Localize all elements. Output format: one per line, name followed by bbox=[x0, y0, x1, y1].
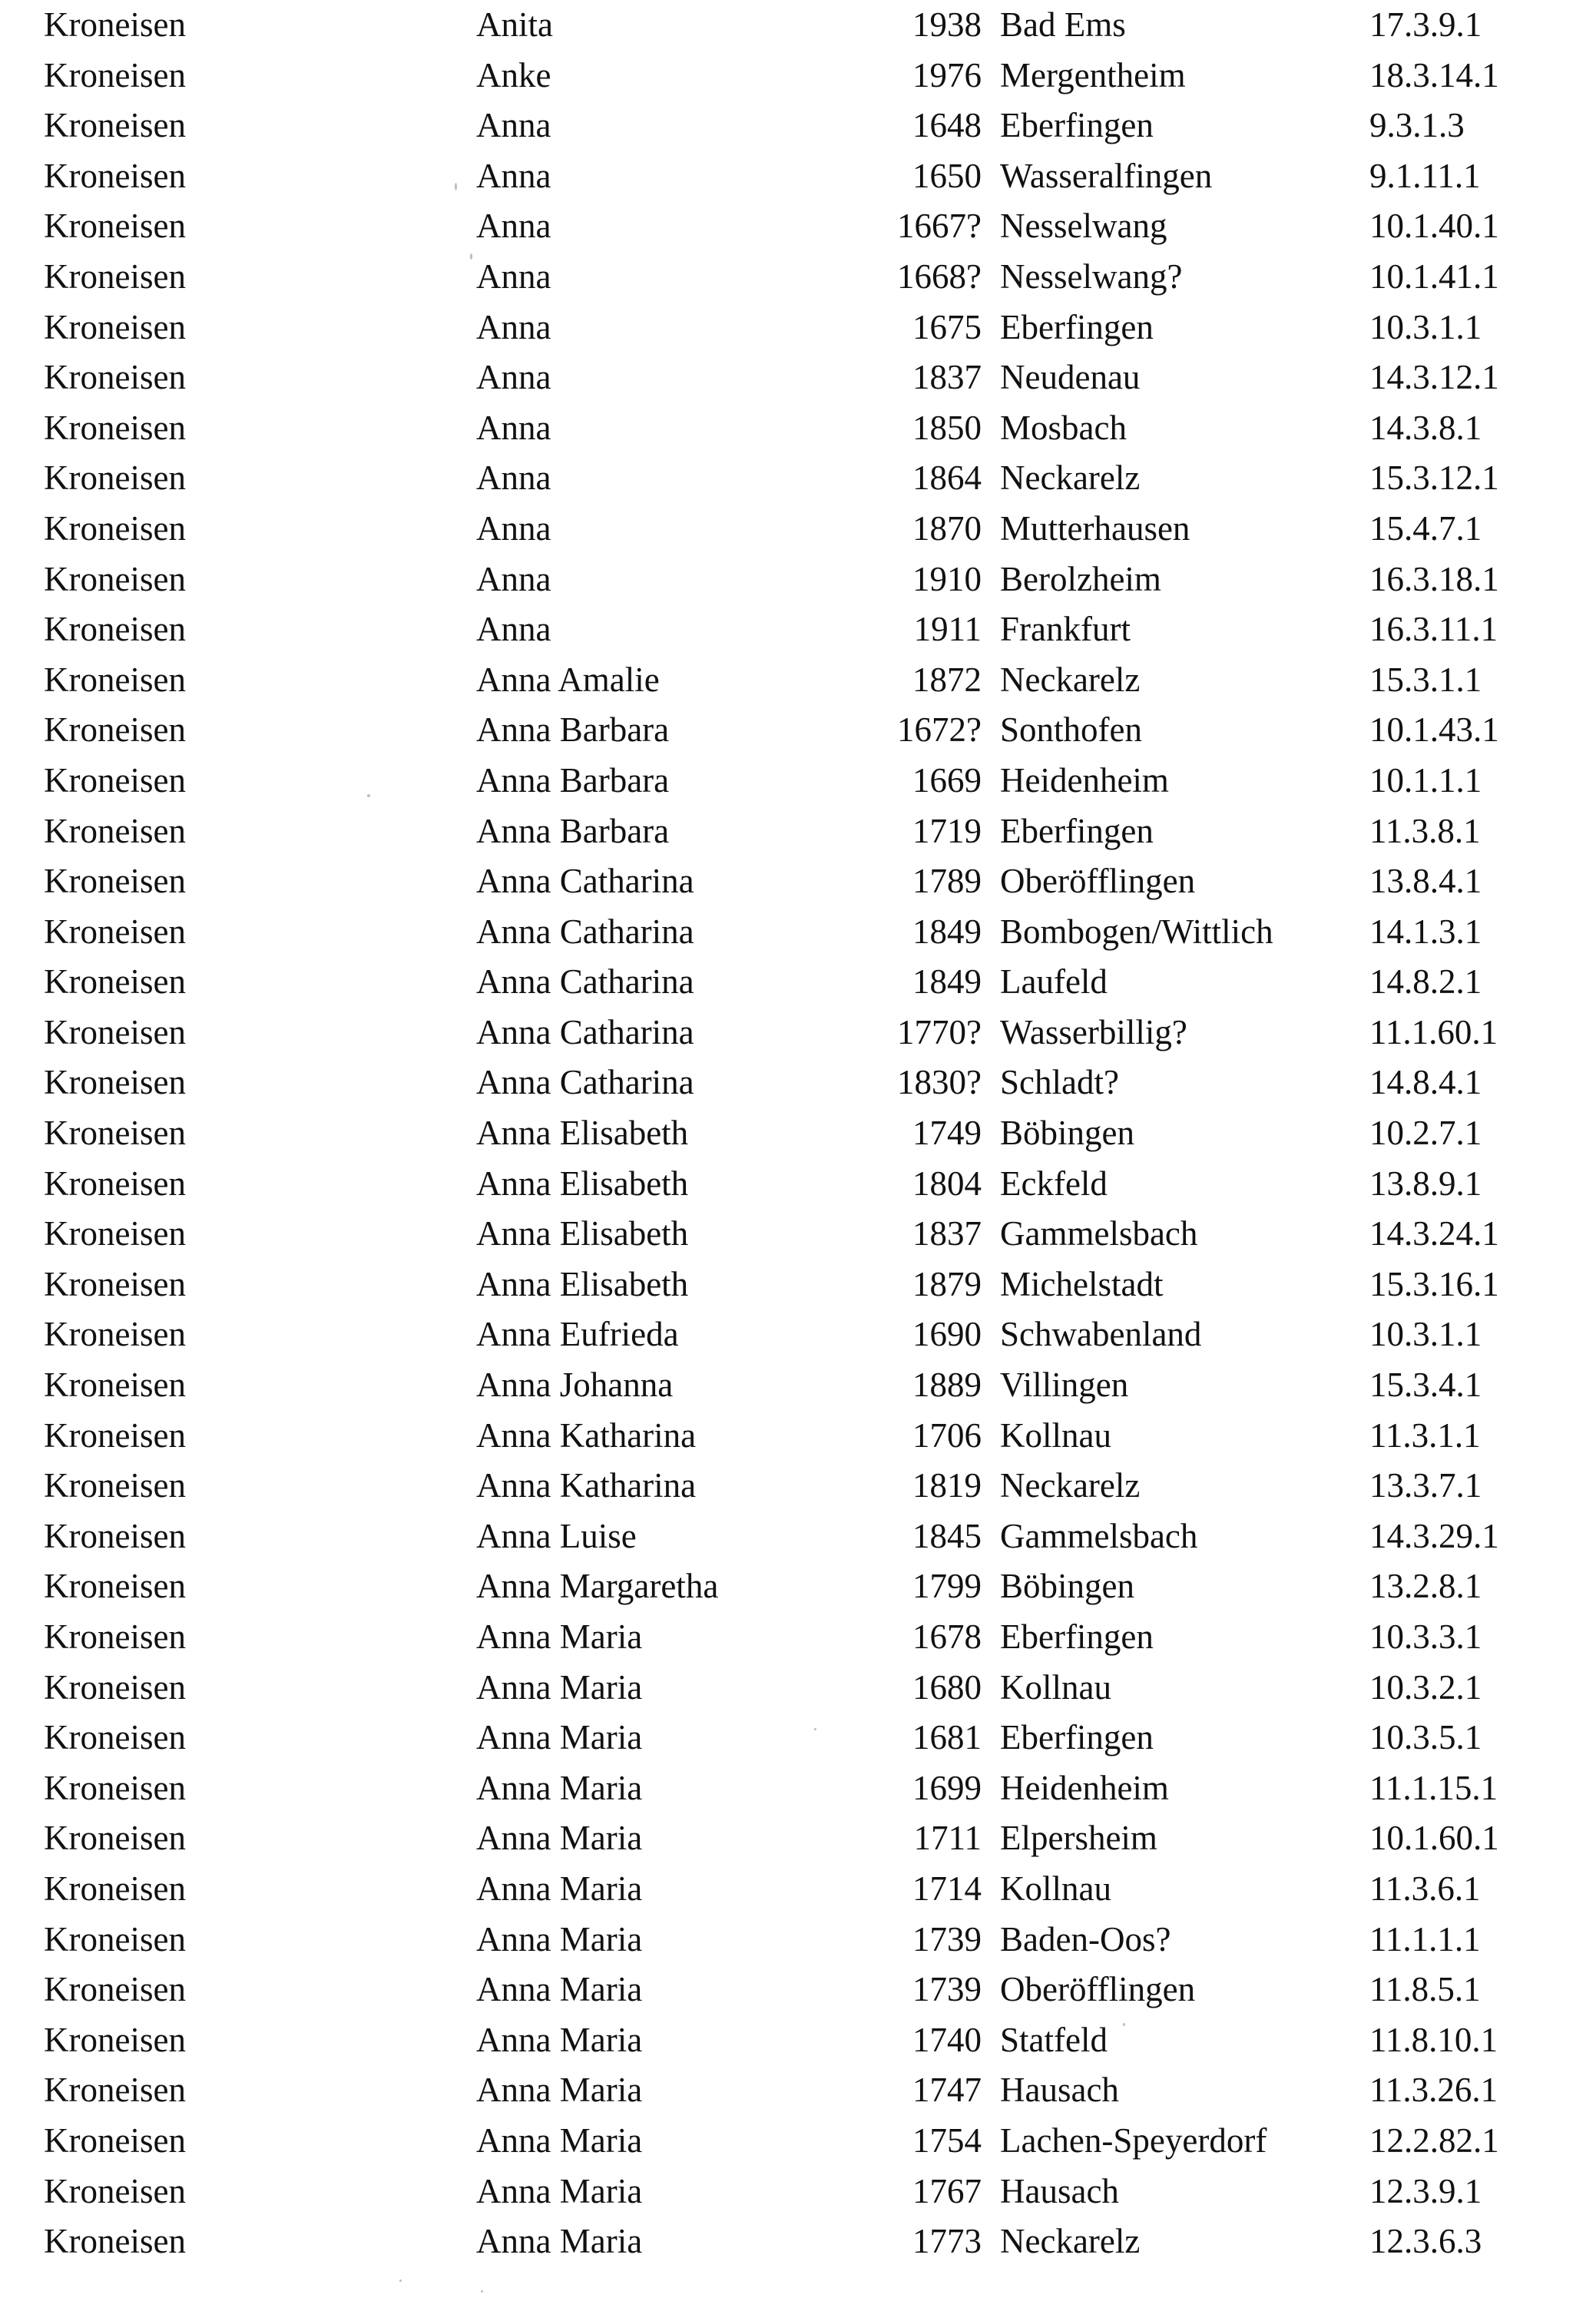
given-name-cell: Anna Elisabeth bbox=[476, 1214, 689, 1253]
surname-cell: Kroneisen bbox=[44, 307, 186, 346]
record-row bbox=[0, 1209, 1596, 1260]
record-row bbox=[0, 1411, 1596, 1462]
record-row bbox=[0, 1965, 1596, 2015]
scan-speck bbox=[814, 1728, 816, 1730]
given-name-cell: Anna Katharina bbox=[476, 1415, 697, 1455]
year-cell: 1739 bbox=[912, 1970, 982, 2009]
reference-cell: 10.3.1.1 bbox=[1369, 1315, 1482, 1354]
record-row bbox=[0, 1008, 1596, 1058]
reference-cell: 14.3.24.1 bbox=[1369, 1214, 1499, 1253]
given-name-cell: Anna Katharina bbox=[476, 1466, 697, 1505]
place-cell: Hausach bbox=[1000, 2171, 1119, 2210]
reference-cell: 13.2.8.1 bbox=[1369, 1567, 1482, 1606]
year-cell: 1872 bbox=[912, 660, 982, 699]
place-cell: Heidenheim bbox=[1000, 1768, 1169, 1807]
year-cell: 1849 bbox=[912, 962, 982, 1002]
given-name-cell: Anna Barbara bbox=[476, 811, 670, 850]
reference-cell: 9.1.11.1 bbox=[1369, 156, 1481, 195]
place-cell: Berolzheim bbox=[1000, 559, 1161, 598]
year-cell: 1706 bbox=[912, 1415, 982, 1455]
place-cell: Mergentheim bbox=[1000, 55, 1186, 94]
given-name-cell: Anna Maria bbox=[476, 1869, 643, 1908]
record-row bbox=[0, 2217, 1596, 2267]
year-cell: 1799 bbox=[912, 1567, 982, 1606]
place-cell: Frankfurt bbox=[1000, 610, 1131, 649]
reference-cell: 14.8.2.1 bbox=[1369, 962, 1482, 1002]
year-cell: 1749 bbox=[912, 1114, 982, 1153]
surname-cell: Kroneisen bbox=[44, 358, 186, 397]
reference-cell: 10.3.2.1 bbox=[1369, 1667, 1482, 1707]
reference-cell: 11.3.26.1 bbox=[1369, 2071, 1498, 2110]
surname-cell: Kroneisen bbox=[44, 1667, 186, 1707]
surname-cell: Kroneisen bbox=[44, 1366, 186, 1405]
scan-speck bbox=[455, 183, 457, 190]
year-cell: 1889 bbox=[912, 1366, 982, 1405]
given-name-cell: Anna bbox=[476, 307, 551, 346]
record-row bbox=[0, 957, 1596, 1008]
record-row bbox=[0, 2116, 1596, 2167]
reference-cell: 15.3.12.1 bbox=[1369, 459, 1499, 498]
place-cell: Bombogen/Wittlich bbox=[1000, 912, 1273, 951]
surname-cell: Kroneisen bbox=[44, 1315, 186, 1354]
place-cell: Böbingen bbox=[1000, 1567, 1134, 1606]
reference-cell: 10.1.1.1 bbox=[1369, 760, 1482, 800]
surname-cell: Kroneisen bbox=[44, 2222, 186, 2261]
place-cell: Heidenheim bbox=[1000, 760, 1169, 800]
given-name-cell: Anna Maria bbox=[476, 1919, 643, 1958]
record-row bbox=[0, 252, 1596, 303]
place-cell: Gammelsbach bbox=[1000, 1214, 1198, 1253]
record-row bbox=[0, 1360, 1596, 1411]
year-cell: 1747 bbox=[912, 2071, 982, 2110]
given-name-cell: Anna bbox=[476, 559, 551, 598]
surname-cell: Kroneisen bbox=[44, 1617, 186, 1656]
given-name-cell: Anita bbox=[476, 5, 553, 44]
place-cell: Michelstadt bbox=[1000, 1264, 1164, 1303]
place-cell: Eberfingen bbox=[1000, 1718, 1154, 1757]
year-cell: 1672? bbox=[897, 710, 982, 750]
surname-cell: Kroneisen bbox=[44, 2020, 186, 2059]
record-row bbox=[0, 1813, 1596, 1864]
surname-cell: Kroneisen bbox=[44, 2121, 186, 2160]
surname-cell: Kroneisen bbox=[44, 1516, 186, 1555]
place-cell: Laufeld bbox=[1000, 962, 1108, 1002]
year-cell: 1740 bbox=[912, 2020, 982, 2059]
year-cell: 1938 bbox=[912, 5, 982, 44]
place-cell: Eberfingen bbox=[1000, 811, 1154, 850]
year-cell: 1754 bbox=[912, 2121, 982, 2160]
surname-cell: Kroneisen bbox=[44, 760, 186, 800]
year-cell: 1773 bbox=[912, 2222, 982, 2261]
given-name-cell: Anna Amalie bbox=[476, 660, 660, 699]
place-cell: Böbingen bbox=[1000, 1114, 1134, 1153]
reference-cell: 14.3.29.1 bbox=[1369, 1516, 1499, 1555]
reference-cell: 12.2.82.1 bbox=[1369, 2121, 1499, 2160]
record-row bbox=[0, 604, 1596, 655]
year-cell: 1668? bbox=[897, 257, 982, 296]
reference-cell: 12.3.6.3 bbox=[1369, 2222, 1482, 2261]
reference-cell: 10.1.41.1 bbox=[1369, 257, 1499, 296]
year-cell: 1699 bbox=[912, 1768, 982, 1807]
reference-cell: 10.3.1.1 bbox=[1369, 307, 1482, 346]
year-cell: 1879 bbox=[912, 1264, 982, 1303]
reference-cell: 15.3.4.1 bbox=[1369, 1366, 1482, 1405]
reference-cell: 10.3.5.1 bbox=[1369, 1718, 1482, 1757]
place-cell: Eberfingen bbox=[1000, 1617, 1154, 1656]
place-cell: Gammelsbach bbox=[1000, 1516, 1198, 1555]
record-row bbox=[0, 353, 1596, 403]
given-name-cell: Anna Maria bbox=[476, 1819, 643, 1858]
given-name-cell: Anna Maria bbox=[476, 2020, 643, 2059]
place-cell: Wasserbillig? bbox=[1000, 1012, 1187, 1051]
given-name-cell: Anna bbox=[476, 207, 551, 246]
surname-cell: Kroneisen bbox=[44, 106, 186, 145]
record-row bbox=[0, 756, 1596, 806]
record-row bbox=[0, 655, 1596, 706]
reference-cell: 10.3.3.1 bbox=[1369, 1617, 1482, 1656]
reference-cell: 16.3.18.1 bbox=[1369, 559, 1499, 598]
year-cell: 1837 bbox=[912, 358, 982, 397]
place-cell: Villingen bbox=[1000, 1366, 1129, 1405]
year-cell: 1911 bbox=[913, 610, 982, 649]
year-cell: 1845 bbox=[912, 1516, 982, 1555]
given-name-cell: Anna Maria bbox=[476, 2121, 643, 2160]
year-cell: 1650 bbox=[912, 156, 982, 195]
surname-cell: Kroneisen bbox=[44, 610, 186, 649]
reference-cell: 13.3.7.1 bbox=[1369, 1466, 1482, 1505]
reference-cell: 15.3.1.1 bbox=[1369, 660, 1482, 699]
place-cell: Mutterhausen bbox=[1000, 508, 1190, 548]
year-cell: 1819 bbox=[912, 1466, 982, 1505]
year-cell: 1830? bbox=[897, 1063, 982, 1102]
record-row bbox=[0, 1260, 1596, 1310]
record-row bbox=[0, 151, 1596, 202]
reference-cell: 14.3.8.1 bbox=[1369, 408, 1482, 447]
given-name-cell: Anna Barbara bbox=[476, 710, 670, 750]
reference-cell: 11.3.8.1 bbox=[1369, 811, 1481, 850]
reference-cell: 11.3.6.1 bbox=[1369, 1869, 1481, 1908]
surname-cell: Kroneisen bbox=[44, 1214, 186, 1253]
surname-cell: Kroneisen bbox=[44, 2171, 186, 2210]
place-cell: Schladt? bbox=[1000, 1063, 1119, 1102]
year-cell: 1711 bbox=[913, 1819, 982, 1858]
surname-cell: Kroneisen bbox=[44, 862, 186, 901]
scan-speck bbox=[367, 794, 370, 797]
reference-cell: 11.1.1.1 bbox=[1369, 1919, 1481, 1958]
place-cell: Kollnau bbox=[1000, 1667, 1111, 1707]
year-cell: 1714 bbox=[912, 1869, 982, 1908]
reference-cell: 16.3.11.1 bbox=[1369, 610, 1498, 649]
record-row bbox=[0, 1713, 1596, 1763]
place-cell: Oberöfflingen bbox=[1000, 862, 1196, 901]
surname-cell: Kroneisen bbox=[44, 660, 186, 699]
place-cell: Elpersheim bbox=[1000, 1819, 1157, 1858]
given-name-cell: Anna Elisabeth bbox=[476, 1114, 689, 1153]
record-row bbox=[0, 705, 1596, 756]
surname-cell: Kroneisen bbox=[44, 1466, 186, 1505]
given-name-cell: Anna Maria bbox=[476, 1617, 643, 1656]
year-cell: 1804 bbox=[912, 1164, 982, 1203]
record-row bbox=[0, 101, 1596, 151]
place-cell: Oberöfflingen bbox=[1000, 1970, 1196, 2009]
record-row bbox=[0, 1915, 1596, 1965]
year-cell: 1648 bbox=[912, 106, 982, 145]
surname-cell: Kroneisen bbox=[44, 156, 186, 195]
surname-cell: Kroneisen bbox=[44, 559, 186, 598]
surname-cell: Kroneisen bbox=[44, 1970, 186, 2009]
surname-cell: Kroneisen bbox=[44, 710, 186, 750]
reference-cell: 12.3.9.1 bbox=[1369, 2171, 1482, 2210]
year-cell: 1870 bbox=[912, 508, 982, 548]
surname-cell: Kroneisen bbox=[44, 508, 186, 548]
reference-cell: 14.3.12.1 bbox=[1369, 358, 1499, 397]
year-cell: 1850 bbox=[912, 408, 982, 447]
surname-cell: Kroneisen bbox=[44, 408, 186, 447]
year-cell: 1864 bbox=[912, 459, 982, 498]
surname-cell: Kroneisen bbox=[44, 1869, 186, 1908]
reference-cell: 14.1.3.1 bbox=[1369, 912, 1482, 951]
reference-cell: 18.3.14.1 bbox=[1369, 55, 1499, 94]
given-name-cell: Anna Catharina bbox=[476, 1063, 694, 1102]
place-cell: Neckarelz bbox=[1000, 660, 1141, 699]
given-name-cell: Anna Maria bbox=[476, 1718, 643, 1757]
place-cell: Lachen-Speyerdorf bbox=[1000, 2121, 1267, 2160]
place-cell: Sonthofen bbox=[1000, 710, 1142, 750]
record-row bbox=[0, 907, 1596, 958]
reference-cell: 10.1.40.1 bbox=[1369, 207, 1499, 246]
surname-cell: Kroneisen bbox=[44, 1012, 186, 1051]
reference-cell: 14.8.4.1 bbox=[1369, 1063, 1482, 1102]
record-row bbox=[0, 51, 1596, 101]
place-cell: Nesselwang bbox=[1000, 207, 1167, 246]
reference-cell: 13.8.9.1 bbox=[1369, 1164, 1482, 1203]
surname-cell: Kroneisen bbox=[44, 1919, 186, 1958]
record-row bbox=[0, 1309, 1596, 1360]
scan-speck bbox=[470, 253, 472, 260]
year-cell: 1669 bbox=[912, 760, 982, 800]
year-cell: 1690 bbox=[912, 1315, 982, 1354]
surname-cell: Kroneisen bbox=[44, 1264, 186, 1303]
record-row bbox=[0, 1058, 1596, 1108]
record-row bbox=[0, 504, 1596, 555]
place-cell: Schwabenland bbox=[1000, 1315, 1202, 1354]
surname-cell: Kroneisen bbox=[44, 2071, 186, 2110]
reference-cell: 15.4.7.1 bbox=[1369, 508, 1482, 548]
reference-cell: 11.1.15.1 bbox=[1369, 1768, 1498, 1807]
year-cell: 1789 bbox=[912, 862, 982, 901]
given-name-cell: Anna Maria bbox=[476, 1667, 643, 1707]
scan-speck bbox=[481, 2290, 483, 2293]
given-name-cell: Anna Elisabeth bbox=[476, 1264, 689, 1303]
surname-cell: Kroneisen bbox=[44, 1819, 186, 1858]
record-row bbox=[0, 2167, 1596, 2217]
surname-cell: Kroneisen bbox=[44, 1063, 186, 1102]
year-cell: 1770? bbox=[897, 1012, 982, 1051]
place-cell: Mosbach bbox=[1000, 408, 1127, 447]
surname-cell: Kroneisen bbox=[44, 1718, 186, 1757]
surname-cell: Kroneisen bbox=[44, 257, 186, 296]
place-cell: Baden-Oos? bbox=[1000, 1919, 1171, 1958]
place-cell: Neckarelz bbox=[1000, 459, 1141, 498]
year-cell: 1837 bbox=[912, 1214, 982, 1253]
record-row bbox=[0, 1612, 1596, 1663]
place-cell: Neckarelz bbox=[1000, 1466, 1141, 1505]
record-row bbox=[0, 1159, 1596, 1210]
reference-cell: 10.2.7.1 bbox=[1369, 1114, 1482, 1153]
scan-speck bbox=[1123, 2023, 1125, 2026]
given-name-cell: Anna bbox=[476, 106, 551, 145]
given-name-cell: Anna Catharina bbox=[476, 962, 694, 1002]
year-cell: 1739 bbox=[912, 1919, 982, 1958]
record-row bbox=[0, 856, 1596, 907]
given-name-cell: Anna Elisabeth bbox=[476, 1164, 689, 1203]
reference-cell: 10.1.43.1 bbox=[1369, 710, 1499, 750]
place-cell: Neudenau bbox=[1000, 358, 1141, 397]
given-name-cell: Anna Catharina bbox=[476, 862, 694, 901]
scan-speck bbox=[399, 2280, 402, 2282]
reference-cell: 15.3.16.1 bbox=[1369, 1264, 1499, 1303]
year-cell: 1767 bbox=[912, 2171, 982, 2210]
given-name-cell: Anna Catharina bbox=[476, 912, 694, 951]
given-name-cell: Anna Maria bbox=[476, 1768, 643, 1807]
record-row bbox=[0, 303, 1596, 353]
given-name-cell: Anna bbox=[476, 508, 551, 548]
place-cell: Kollnau bbox=[1000, 1869, 1111, 1908]
year-cell: 1667? bbox=[897, 207, 982, 246]
given-name-cell: Anna bbox=[476, 358, 551, 397]
given-name-cell: Anna Maria bbox=[476, 2222, 643, 2261]
record-row bbox=[0, 2065, 1596, 2116]
record-row bbox=[0, 1864, 1596, 1915]
given-name-cell: Anna bbox=[476, 408, 551, 447]
year-cell: 1681 bbox=[912, 1718, 982, 1757]
record-row bbox=[0, 403, 1596, 454]
surname-cell: Kroneisen bbox=[44, 207, 186, 246]
surname-cell: Kroneisen bbox=[44, 962, 186, 1002]
surname-cell: Kroneisen bbox=[44, 811, 186, 850]
record-row bbox=[0, 0, 1596, 51]
given-name-cell: Anna bbox=[476, 610, 551, 649]
place-cell: Eckfeld bbox=[1000, 1164, 1108, 1203]
record-row bbox=[0, 1108, 1596, 1159]
record-row bbox=[0, 555, 1596, 605]
given-name-cell: Anna Barbara bbox=[476, 760, 670, 800]
record-row bbox=[0, 2015, 1596, 2066]
surname-cell: Kroneisen bbox=[44, 1768, 186, 1807]
surname-cell: Kroneisen bbox=[44, 1567, 186, 1606]
given-name-cell: Anna Luise bbox=[476, 1516, 637, 1555]
record-row bbox=[0, 453, 1596, 504]
surname-cell: Kroneisen bbox=[44, 1114, 186, 1153]
reference-cell: 11.8.10.1 bbox=[1369, 2020, 1498, 2059]
given-name-cell: Anna Johanna bbox=[476, 1366, 674, 1405]
year-cell: 1678 bbox=[912, 1617, 982, 1656]
place-cell: Eberfingen bbox=[1000, 307, 1154, 346]
place-cell: Nesselwang? bbox=[1000, 257, 1183, 296]
reference-cell: 11.8.5.1 bbox=[1369, 1970, 1481, 2009]
given-name-cell: Anna Maria bbox=[476, 2071, 643, 2110]
place-cell: Wasseralfingen bbox=[1000, 156, 1213, 195]
place-cell: Neckarelz bbox=[1000, 2222, 1141, 2261]
given-name-cell: Anke bbox=[476, 55, 551, 94]
year-cell: 1976 bbox=[912, 55, 982, 94]
year-cell: 1849 bbox=[912, 912, 982, 951]
surname-cell: Kroneisen bbox=[44, 1415, 186, 1455]
given-name-cell: Anna bbox=[476, 257, 551, 296]
record-row bbox=[0, 1461, 1596, 1511]
record-row bbox=[0, 806, 1596, 857]
reference-cell: 11.1.60.1 bbox=[1369, 1012, 1498, 1051]
surname-cell: Kroneisen bbox=[44, 459, 186, 498]
place-cell: Statfeld bbox=[1000, 2020, 1108, 2059]
place-cell: Hausach bbox=[1000, 2071, 1119, 2110]
reference-cell: 9.3.1.3 bbox=[1369, 106, 1465, 145]
given-name-cell: Anna bbox=[476, 156, 551, 195]
record-row bbox=[0, 1561, 1596, 1612]
given-name-cell: Anna bbox=[476, 459, 551, 498]
record-row bbox=[0, 1763, 1596, 1814]
record-row bbox=[0, 1663, 1596, 1713]
place-cell: Eberfingen bbox=[1000, 106, 1154, 145]
given-name-cell: Anna Catharina bbox=[476, 1012, 694, 1051]
reference-cell: 13.8.4.1 bbox=[1369, 862, 1482, 901]
reference-cell: 11.3.1.1 bbox=[1369, 1415, 1481, 1455]
year-cell: 1719 bbox=[912, 811, 982, 850]
surname-cell: Kroneisen bbox=[44, 5, 186, 44]
surname-cell: Kroneisen bbox=[44, 912, 186, 951]
record-row bbox=[0, 1511, 1596, 1562]
given-name-cell: Anna Maria bbox=[476, 2171, 643, 2210]
record-row bbox=[0, 201, 1596, 252]
surname-cell: Kroneisen bbox=[44, 55, 186, 94]
year-cell: 1675 bbox=[912, 307, 982, 346]
place-cell: Bad Ems bbox=[1000, 5, 1126, 44]
given-name-cell: Anna Margaretha bbox=[476, 1567, 719, 1606]
reference-cell: 17.3.9.1 bbox=[1369, 5, 1482, 44]
surname-cell: Kroneisen bbox=[44, 1164, 186, 1203]
reference-cell: 10.1.60.1 bbox=[1369, 1819, 1499, 1858]
given-name-cell: Anna Eufrieda bbox=[476, 1315, 679, 1354]
given-name-cell: Anna Maria bbox=[476, 1970, 643, 2009]
place-cell: Kollnau bbox=[1000, 1415, 1111, 1455]
year-cell: 1680 bbox=[912, 1667, 982, 1707]
year-cell: 1910 bbox=[912, 559, 982, 598]
